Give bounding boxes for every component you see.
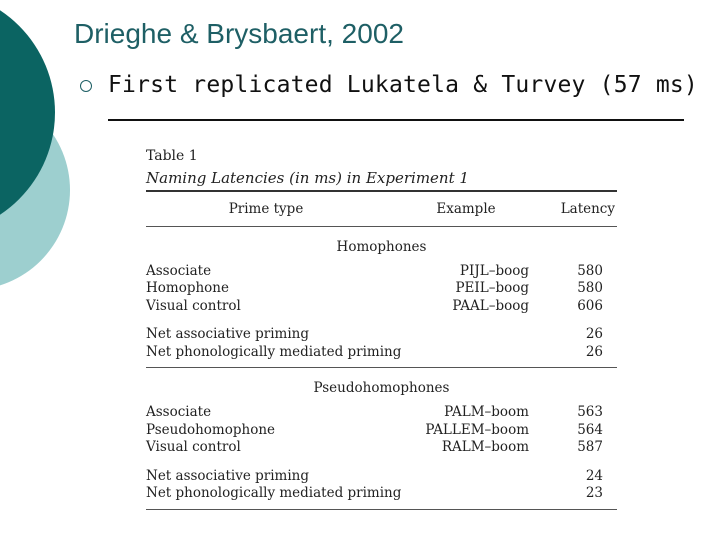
row-latency: 580 (577, 262, 603, 279)
table-header-row (146, 192, 617, 226)
net-row-label: Net phonologically mediated priming (146, 485, 402, 501)
column-header-example: Example (436, 200, 496, 217)
row-example: PIJL–boog (459, 262, 529, 279)
table-row (146, 326, 617, 344)
row-latency: 606 (577, 297, 603, 314)
net-row-latency: 26 (585, 343, 603, 360)
bullet-text: First replicated Lukatela & Turvey (57 ms) (108, 72, 698, 98)
row-latency: 563 (577, 404, 603, 420)
row-example: PEIL–boog (455, 280, 529, 296)
row-example: PALLEM–boom (425, 421, 529, 438)
table-row (146, 404, 617, 422)
results-table (146, 146, 617, 510)
table-row (146, 263, 617, 281)
table-bottom-rule (146, 509, 617, 510)
row-label: Associate (146, 262, 212, 279)
section-heading-pseudohomophones: Pseudohomophones (313, 380, 450, 396)
row-label: Associate (146, 404, 212, 420)
section-heading-homophones: Homophones (336, 238, 427, 255)
net-row-latency: 23 (585, 485, 603, 501)
bullet-item (80, 72, 698, 98)
column-header-prime-type: Prime type (228, 200, 304, 217)
row-latency: 564 (577, 421, 603, 438)
net-row-label: Net associative priming (146, 326, 309, 342)
net-row-latency: 26 (585, 326, 603, 342)
table-label: Table 1 (146, 148, 198, 164)
slide-title: Drieghe & Brysbaert, 2002 (74, 18, 404, 49)
row-latency: 587 (577, 439, 603, 455)
horizontal-divider (108, 119, 684, 121)
table-row (146, 344, 617, 362)
table-row (146, 485, 617, 503)
row-label: Pseudohomophone (146, 421, 276, 438)
net-row-latency: 24 (585, 467, 603, 484)
row-label: Visual control (146, 439, 241, 455)
row-gap (146, 457, 617, 468)
row-example: PAAL–boog (452, 297, 529, 314)
row-example: PALM–boom (444, 404, 529, 420)
net-row-label: Net associative priming (146, 467, 309, 484)
table-row (146, 422, 617, 440)
table-row (146, 439, 617, 457)
column-header-latency: Latency (560, 200, 615, 217)
row-gap (146, 315, 617, 326)
table-row (146, 298, 617, 316)
table-caption: Naming Latencies (in ms) in Experiment 1 (146, 169, 469, 187)
net-row-label: Net phonologically mediated priming (146, 343, 402, 360)
row-latency: 580 (577, 280, 603, 296)
row-example: RALM–boom (441, 439, 529, 455)
row-label: Homophone (146, 280, 229, 296)
decorative-circles (0, 0, 80, 300)
row-label: Visual control (146, 297, 241, 314)
table-row (146, 468, 617, 486)
table-row (146, 280, 617, 298)
hollow-circle-bullet-icon (80, 80, 92, 92)
